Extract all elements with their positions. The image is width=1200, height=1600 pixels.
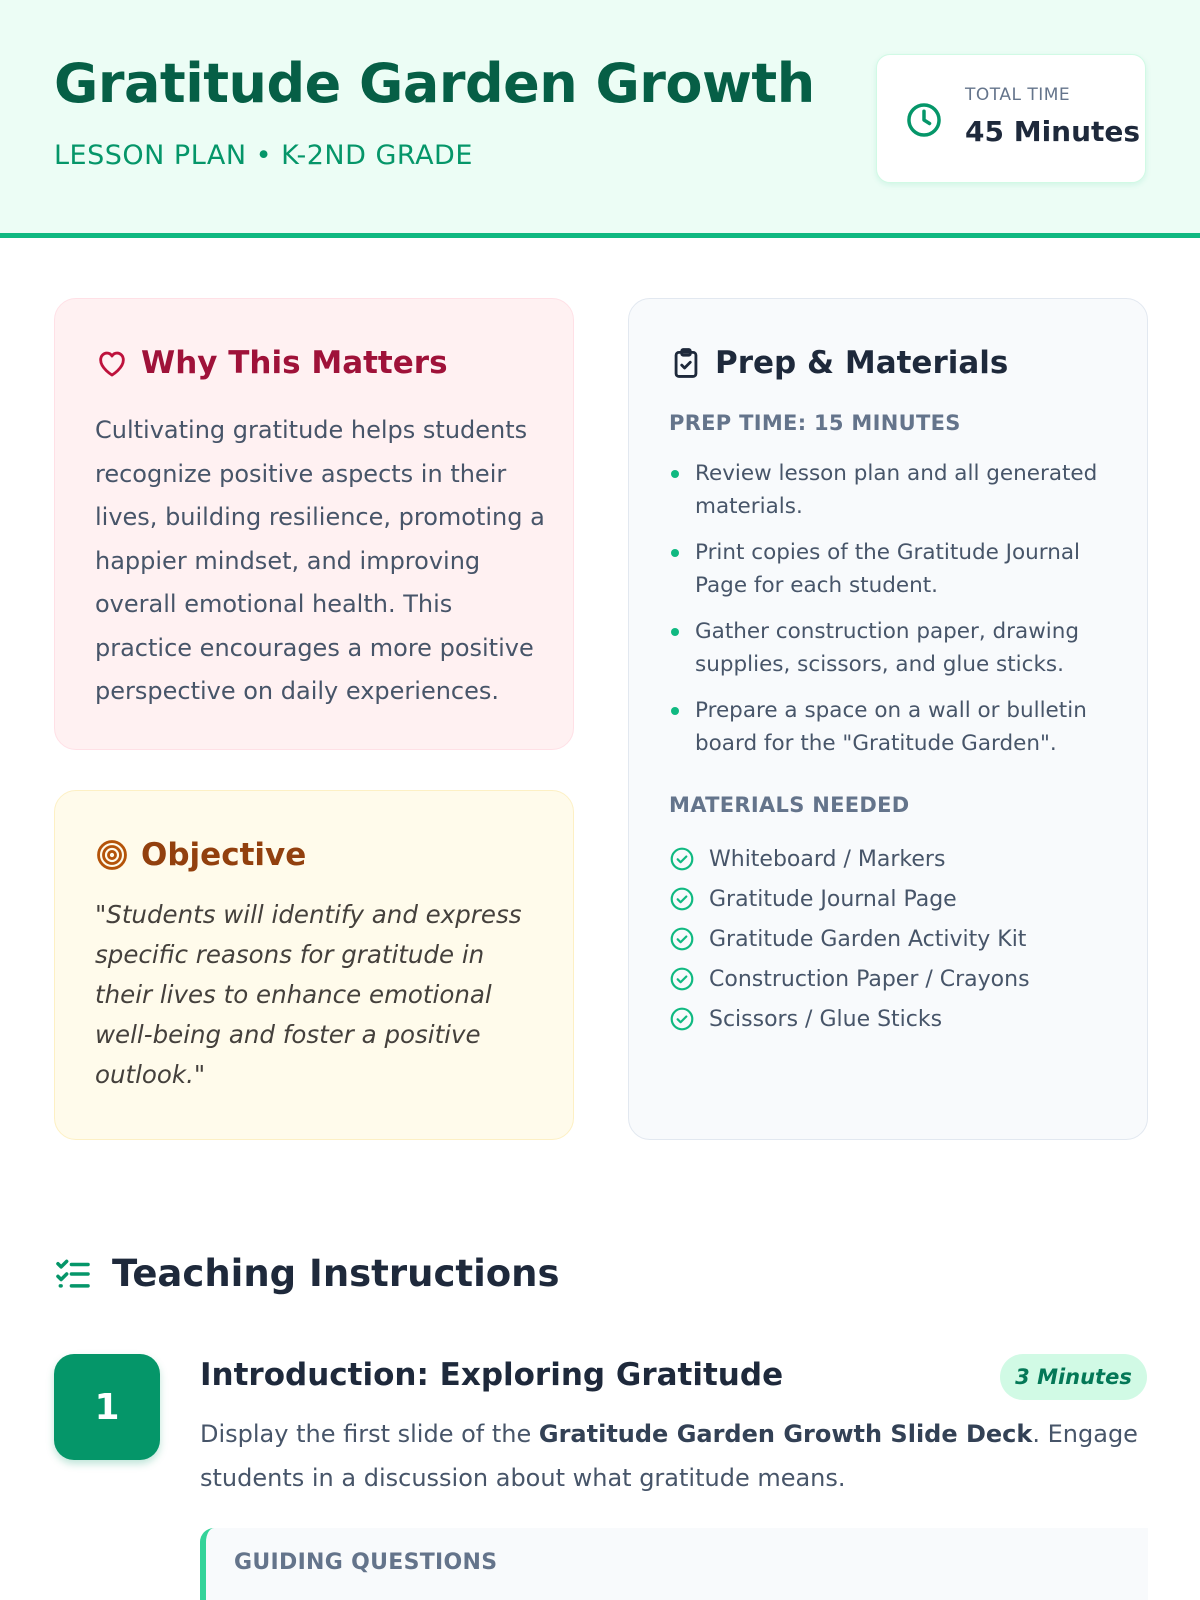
why-heading: Why This Matters	[141, 345, 448, 381]
prep-step-text: Review lesson plan and all generated materials.	[695, 461, 1098, 519]
slide-deck-name: Gratitude Garden Growth Slide Deck	[538, 1420, 1033, 1448]
step-body-post: . Engage students in a discussion about what gratitude means.	[200, 1420, 1138, 1492]
list-item	[669, 457, 1109, 523]
guiding-questions-box	[200, 1528, 1148, 1600]
heart-icon	[95, 346, 129, 380]
list-item	[669, 615, 1109, 681]
check-circle-icon	[669, 886, 695, 912]
step-body-pre: Display the first slide of the	[200, 1420, 539, 1448]
list-item	[669, 536, 1109, 602]
prep-step-text: Gather construction paper, drawing supplies, scissors, and glue sticks.	[695, 619, 1080, 677]
bullet-dot	[671, 707, 679, 715]
step-title: Introduction: Exploring Gratitude	[200, 1357, 784, 1393]
why-body-text: Cultivating gratitude helps students recognize positive aspects in their lives, building resilience, promoting a happier mindset, and improving overall emotional health. This practice encourages a more positive perspective on daily experiences.	[95, 416, 545, 705]
check-circle-icon	[669, 846, 695, 872]
list-item	[669, 879, 1030, 919]
teaching-instructions-heading: Teaching Instructions	[112, 1252, 560, 1295]
materials-list	[669, 839, 1030, 1039]
prep-materials-card	[628, 298, 1148, 1140]
bullet-dot	[671, 470, 679, 478]
lesson-header	[0, 0, 1200, 238]
objective-heading: Objective	[141, 837, 307, 873]
prep-steps-list	[669, 457, 1109, 773]
step-body-text	[200, 1413, 1150, 1500]
material-text: Gratitude Journal Page	[709, 886, 957, 912]
material-text: Scissors / Glue Sticks	[709, 1006, 943, 1032]
prep-time-label: PREP TIME: 15 MINUTES	[669, 411, 961, 435]
checklist-icon	[54, 1255, 92, 1293]
prep-step-text: Prepare a space on a wall or bulletin board for the "Gratitude Garden".	[695, 698, 1087, 756]
bullet-dot	[671, 628, 679, 636]
why-heading-row	[95, 345, 448, 381]
list-item	[669, 919, 1030, 959]
material-text: Construction Paper / Crayons	[709, 966, 1030, 992]
list-item	[669, 839, 1030, 879]
prep-heading: Prep & Materials	[715, 345, 1009, 381]
material-text: Gratitude Garden Activity Kit	[709, 926, 1027, 952]
materials-needed-label: MATERIALS NEEDED	[669, 793, 910, 817]
list-item	[669, 694, 1109, 760]
list-item	[669, 999, 1030, 1039]
target-icon	[95, 838, 129, 872]
page-title: Gratitude Garden Growth	[54, 52, 815, 115]
total-time-value: 45 Minutes	[965, 115, 1141, 148]
check-circle-icon	[669, 1006, 695, 1032]
page-subtitle: LESSON PLAN • K-2ND GRADE	[54, 140, 473, 171]
prep-heading-row	[669, 345, 1008, 381]
total-time-card	[876, 54, 1146, 183]
list-item	[669, 959, 1030, 999]
bullet-dot	[671, 549, 679, 557]
objective-body-text: "Students will identify and express specific reasons for gratitude in their lives to enhance emotional well-being and foster a positive outlook."	[95, 900, 522, 1089]
guiding-questions-label: GUIDING QUESTIONS	[234, 1550, 498, 1575]
clock-icon	[905, 101, 943, 139]
total-time-label: TOTAL TIME	[965, 85, 1071, 105]
step-number-badge: 1	[54, 1354, 160, 1460]
objective-card	[54, 790, 574, 1140]
check-circle-icon	[669, 926, 695, 952]
material-text: Whiteboard / Markers	[709, 846, 946, 872]
check-circle-icon	[669, 966, 695, 992]
teaching-instructions-heading-row	[54, 1252, 560, 1295]
prep-step-text: Print copies of the Gratitude Journal Page for each student.	[695, 540, 1081, 598]
step-duration-badge: 3 Minutes	[1000, 1354, 1147, 1400]
why-this-matters-card	[54, 298, 574, 750]
objective-heading-row	[95, 837, 306, 873]
clipboard-icon	[669, 346, 703, 380]
